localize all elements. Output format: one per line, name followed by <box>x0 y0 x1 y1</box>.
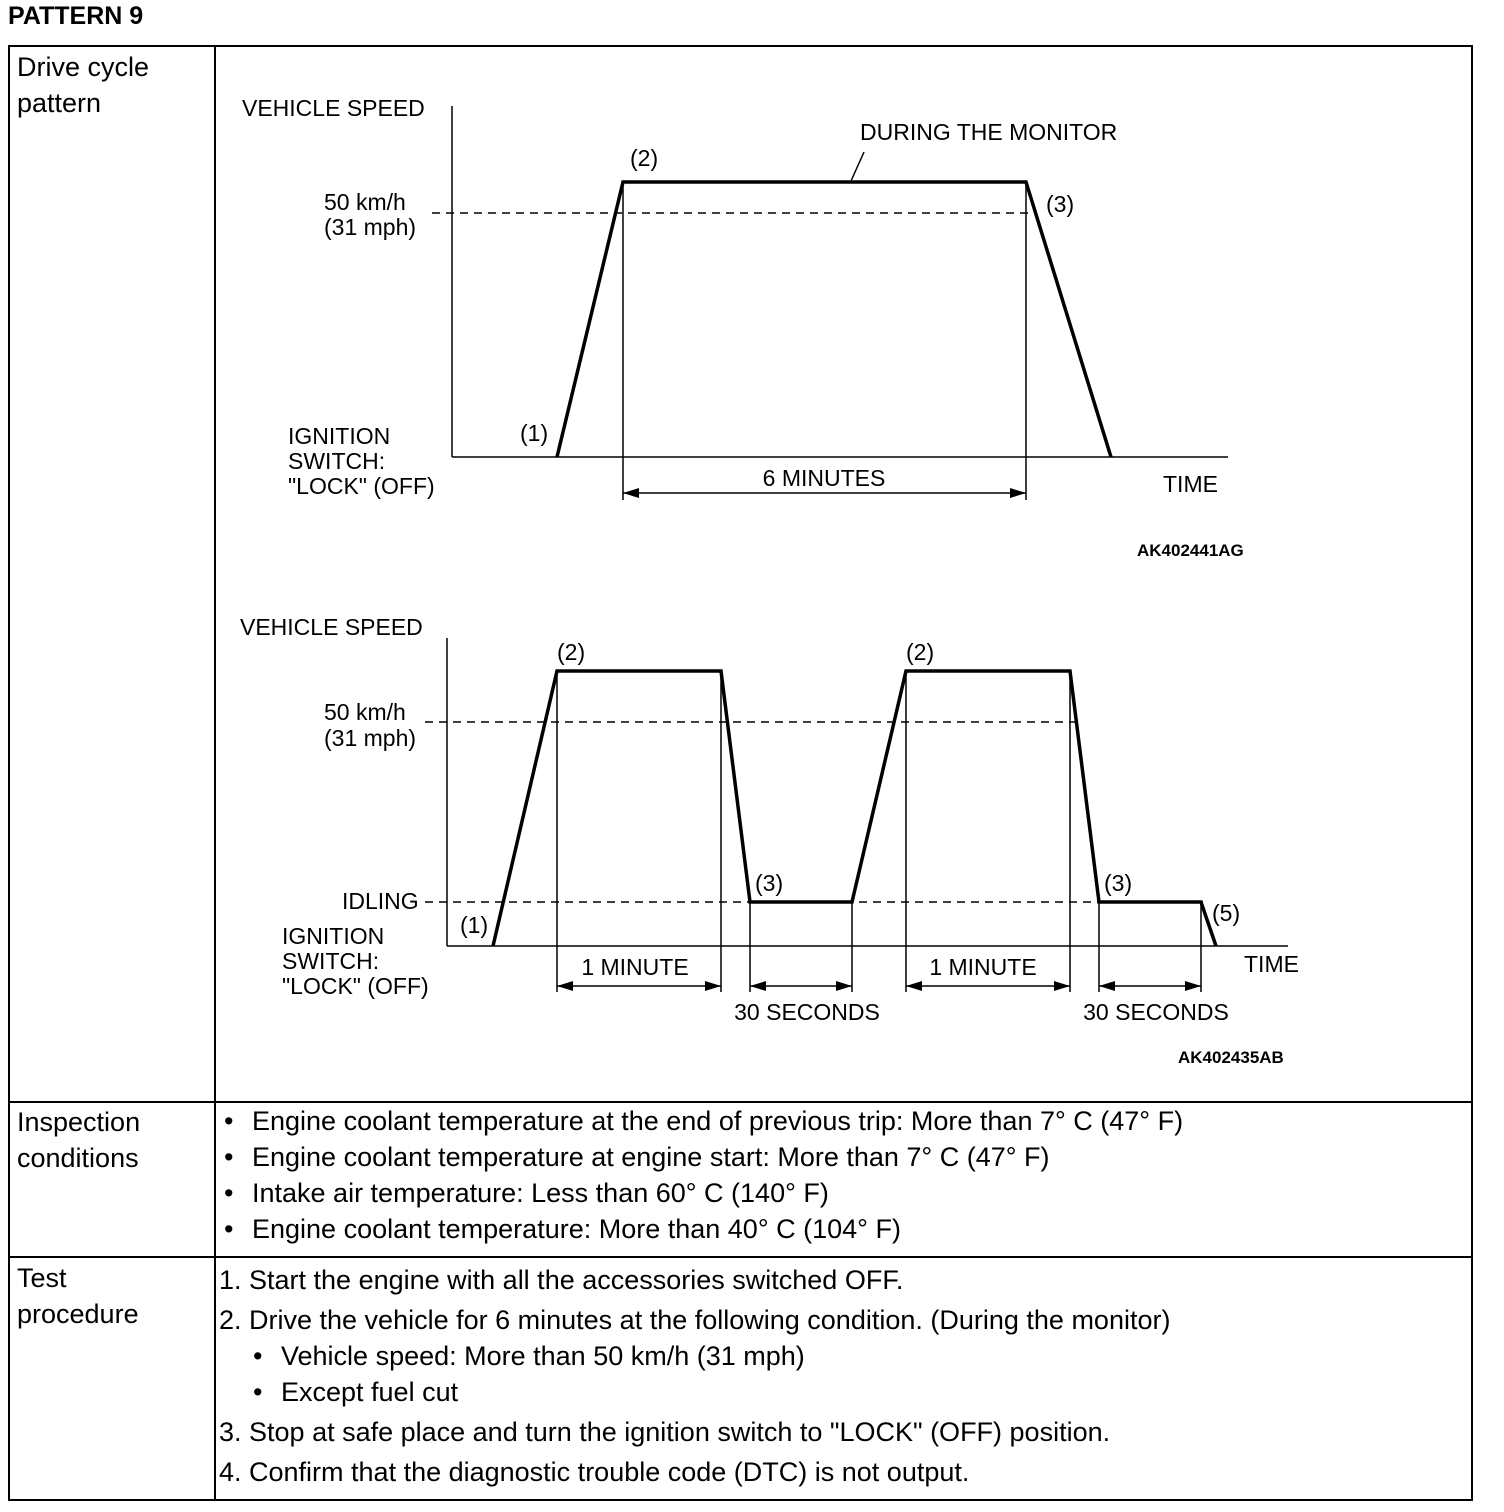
chart-1 <box>242 95 1244 560</box>
chart2-arrowhead <box>705 981 721 991</box>
chart1-speed-profile <box>557 182 1111 457</box>
chart1-figure-id: AK402441AG <box>1137 541 1244 560</box>
chart1-arrowhead-left <box>623 488 639 498</box>
chart1-monitor-leader <box>851 152 864 181</box>
chart2-seconds-label-1: 30 SECONDS <box>734 999 880 1025</box>
chart2-figure-id: AK402435AB <box>1178 1048 1284 1067</box>
chart2-arrowhead <box>1054 981 1070 991</box>
chart1-point-3: (3) <box>1046 191 1075 217</box>
chart2-point-3a: (3) <box>755 870 784 896</box>
chart1-point-2: (2) <box>630 145 659 171</box>
inspection-condition-item: • Intake air temperature: Less than 60° C (140° F) <box>222 1175 1183 1211</box>
chart2-point-5: (5) <box>1212 900 1241 926</box>
chart2-arrowhead <box>836 981 852 991</box>
chart2-ignition-label-3: "LOCK" (OFF) <box>282 973 429 999</box>
chart1-y-label: VEHICLE SPEED <box>242 95 425 121</box>
procedure-step-2-text: 2. Drive the vehicle for 6 minutes at the following condition. (During the monitor) <box>219 1305 1171 1335</box>
procedure-step-3: 3. Stop at safe place and turn the ignition switch to "LOCK" (OFF) position. <box>219 1417 1111 1447</box>
chart2-y-label: VEHICLE SPEED <box>240 614 423 640</box>
chart1-monitor-label: DURING THE MONITOR <box>860 119 1118 145</box>
chart2-ignition-label-1: IGNITION <box>282 923 385 949</box>
chart2-point-1: (1) <box>460 912 489 938</box>
chart2-arrowhead <box>1099 981 1115 991</box>
chart2-point-3b: (3) <box>1104 870 1133 896</box>
chart2-time-label: TIME <box>1244 951 1299 977</box>
chart1-point-1: (1) <box>520 420 549 446</box>
procedure-sub-item: • Vehicle speed: More than 50 km/h (31 mph) <box>219 1338 1170 1374</box>
chart2-speed-label-2: (31 mph) <box>324 725 417 751</box>
chart2-arrowhead <box>1185 981 1201 991</box>
chart1-speed-label-2: (31 mph) <box>324 214 417 240</box>
chart1-ignition-label-1: IGNITION <box>288 423 391 449</box>
chart-2 <box>240 614 1299 1067</box>
chart1-ignition-label-3: "LOCK" (OFF) <box>288 473 435 499</box>
chart1-ignition-label-2: SWITCH: <box>288 448 386 474</box>
chart2-point-2a: (2) <box>557 639 586 665</box>
chart2-arrowhead <box>750 981 766 991</box>
chart2-seconds-label-2: 30 SECONDS <box>1083 999 1229 1025</box>
inspection-conditions-list <box>222 1103 1183 1247</box>
chart2-minute-label-2: 1 MINUTE <box>929 954 1037 980</box>
chart2-speed-label-1: 50 km/h <box>324 699 406 725</box>
chart2-speed-profile <box>493 671 1216 946</box>
chart2-idling-label: IDLING <box>342 888 419 914</box>
inspection-condition-item: • Engine coolant temperature at the end of previous trip: More than 7° C (47° F) <box>222 1103 1183 1139</box>
procedure-step-2 <box>219 1302 1170 1410</box>
procedure-step-4: 4. Confirm that the diagnostic trouble code (DTC) is not output. <box>219 1457 970 1487</box>
chart1-speed-label-1: 50 km/h <box>324 189 406 215</box>
inspection-condition-item: • Engine coolant temperature at engine start: More than 7° C (47° F) <box>222 1139 1183 1175</box>
procedure-step-1: 1. Start the engine with all the accessories switched OFF. <box>219 1265 904 1295</box>
chart1-time-label: TIME <box>1163 471 1218 497</box>
pattern-title: PATTERN 9 <box>8 2 144 30</box>
chart2-minute-label-1: 1 MINUTE <box>581 954 689 980</box>
procedure-sub-item: • Except fuel cut <box>219 1374 1170 1410</box>
drive-cycle-label: Drive cycle pattern <box>17 52 150 118</box>
chart2-arrowhead <box>557 981 573 991</box>
chart2-ignition-label-2: SWITCH: <box>282 948 380 974</box>
inspection-condition-item: • Engine coolant temperature: More than 40° C (104° F) <box>222 1211 1183 1247</box>
chart2-arrowhead <box>906 981 922 991</box>
chart2-point-2b: (2) <box>906 639 935 665</box>
test-procedure-label: Test procedure <box>17 1263 139 1329</box>
inspection-label: Inspection conditions <box>17 1107 141 1173</box>
chart1-arrowhead-right <box>1010 488 1026 498</box>
procedure-step-2-conditions <box>219 1338 1170 1410</box>
test-procedure-list <box>219 1262 1170 1494</box>
chart1-duration-label: 6 MINUTES <box>762 465 886 491</box>
